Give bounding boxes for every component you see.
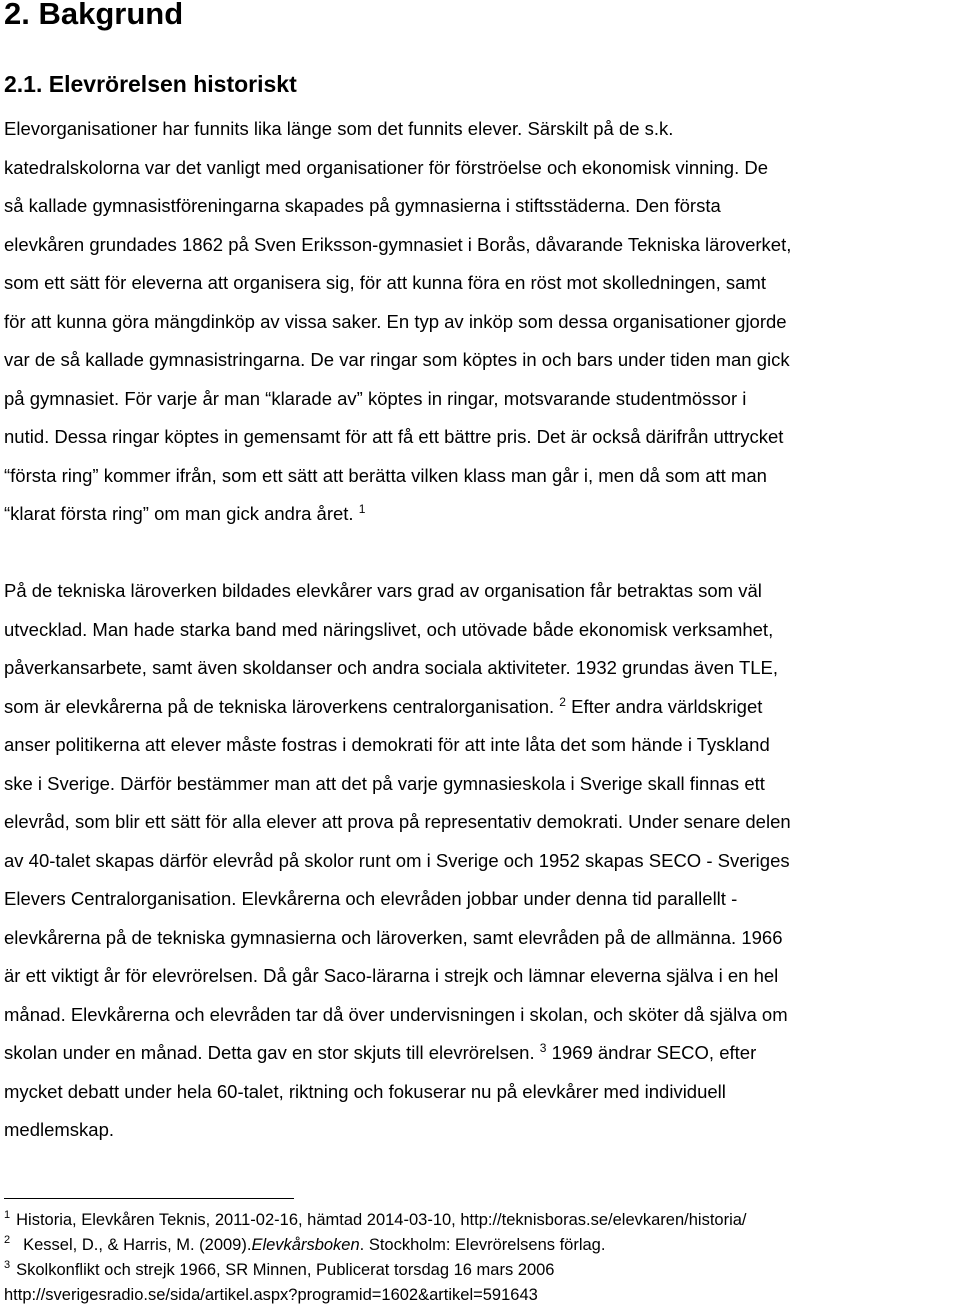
text-line: Elevers Centralorganisation. Elevkårerna och elevråden jobbar under denna tid parallellt - — [4, 888, 738, 909]
footnotes — [4, 1208, 954, 1308]
footnote-3-url[interactable]: http://sverigesradio.se/sida/artikel.aspx?programid=1602&artikel=591643 — [4, 1286, 538, 1304]
chapter-heading: 2. Bakgrund — [4, 0, 184, 31]
footnote-ref-1[interactable]: 1 — [358, 502, 366, 516]
footnote-ref-2[interactable]: 2 — [559, 694, 566, 709]
text-line — [4, 688, 954, 727]
text-line: elevråd, som blir ett sätt för alla elever att prova på representativ demokrati. Under senare delen — [4, 811, 791, 832]
text-line: Elevorganisationer har funnits lika länge som det funnits elever. Särskilt på de s.k. — [4, 118, 674, 139]
text-line: för att kunna göra mängdinköp av vissa saker. En typ av inköp som dessa organisationer gjorde — [4, 310, 787, 332]
text-line: katedralskolorna var det vanligt med organisationer för förströelse och ekonomisk vinning. De — [4, 156, 769, 178]
text-line: är ett viktigt år för elevrörelsen. Då går Saco-lärarna i strejk och lämnar eleverna själva i en hel — [4, 965, 779, 986]
text-line — [4, 495, 954, 534]
footnote-1 — [4, 1208, 954, 1233]
text-line: elevkårerna på de tekniska gymnasierna och läroverken, samt elevråden på de allmänna. 1966 — [4, 926, 783, 948]
section-heading: 2.1. Elevrörelsen historiskt — [4, 71, 297, 97]
footnote-authors: Kessel, D., & Harris, M. (2009). — [23, 1236, 252, 1254]
text-line: månad. Elevkårerna och elevråden tar då över undervisningen i skolan, och sköter då själva om — [4, 1003, 788, 1025]
text-line: så kallade gymnasistföreningarna skapades på gymnasierna i stiftsstäderna. Den första — [4, 195, 721, 216]
text-line: påverkansarbete, samt även skoldanser och andra sociala aktiviteter. 1932 grundas även TLE, — [4, 657, 779, 678]
footnote-text[interactable]: Historia, Elevkåren Teknis, 2011-02-16, hämtad 2014-03-10, http://teknisboras.se/elevkaren/historia/ — [16, 1211, 747, 1229]
text-line: “första ring” kommer ifrån, som ett sätt att berätta vilken klass man går i, men då som att man — [4, 464, 767, 486]
text-line: var de så kallade gymnasistringarna. De var ringar som köptes in och bars under tiden man gick — [4, 349, 790, 370]
text-segment: skolan under en månad. Detta gav en stor skjuts till elevrörelsen. — [4, 1042, 535, 1063]
footnote-ref-3[interactable]: 3 — [539, 1041, 547, 1055]
text-line: mycket debatt under hela 60-talet, riktning och fokuserar nu på elevkårer med individuell — [4, 1080, 726, 1102]
text-line: På de tekniska läroverken bildades elevkårer vars grad av organisation får betraktas som väl — [4, 580, 762, 601]
text-segment: som är elevkårerna på de tekniska läroverkens centralorganisation. — [4, 695, 555, 717]
text-line: anser politikerna att elever måste fostras i demokrati för att inte låta det som hände i Tyskland — [4, 734, 770, 755]
footnote-separator — [4, 1198, 294, 1199]
text-line: utvecklad. Man hade starka band med näringslivet, och utövade både ekonomisk verksamhet, — [4, 618, 774, 640]
paragraph-organisation — [4, 572, 954, 1150]
text-line: som ett sätt för eleverna att organisera sig, för att kunna föra en röst mot skolledningen, samt — [4, 272, 766, 293]
paragraph-history — [4, 110, 954, 534]
text-segment: 1969 ändrar SECO, efter — [551, 1042, 757, 1063]
text-line — [4, 1034, 954, 1073]
text-line: på gymnasiet. För varje år man “klarade av” köptes in ringar, motsvarande studentmössor i — [4, 387, 747, 409]
footnote-number: 2 — [4, 1234, 11, 1246]
footnote-number: 3 — [4, 1259, 11, 1271]
footnote-publisher: . Stockholm: Elevrörelsens förlag. — [359, 1236, 606, 1254]
text-line: elevkåren grundades 1862 på Sven Eriksson-gymnasiet i Borås, dåvarande Tekniska läroverket, — [4, 233, 792, 255]
footnote-number: 1 — [4, 1209, 11, 1221]
text-line: medlemskap. — [4, 1119, 115, 1140]
footnote-2 — [4, 1233, 954, 1258]
text-segment: “klarat första ring” om man gick andra året. — [4, 503, 354, 524]
footnote-3 — [4, 1258, 954, 1283]
text-line: ske i Sverige. Därför bestämmer man att det på varje gymnasieskola i Sverige skall finnas ett — [4, 772, 765, 794]
footnote-text: Skolkonflikt och strejk 1966, SR Minnen, Publicerat torsdag 16 mars 2006 — [16, 1261, 555, 1279]
text-line: av 40-talet skapas därför elevråd på skolor runt om i Sverige och 1952 skapas SECO - Sveriges — [4, 849, 790, 871]
footnote-book-title: Elevkårsboken — [251, 1236, 360, 1254]
text-line: nutid. Dessa ringar köptes in gemensamt för att få ett bättre pris. Det är också därifrån uttrycket — [4, 426, 784, 447]
text-segment: Efter andra världskriget — [571, 695, 763, 717]
